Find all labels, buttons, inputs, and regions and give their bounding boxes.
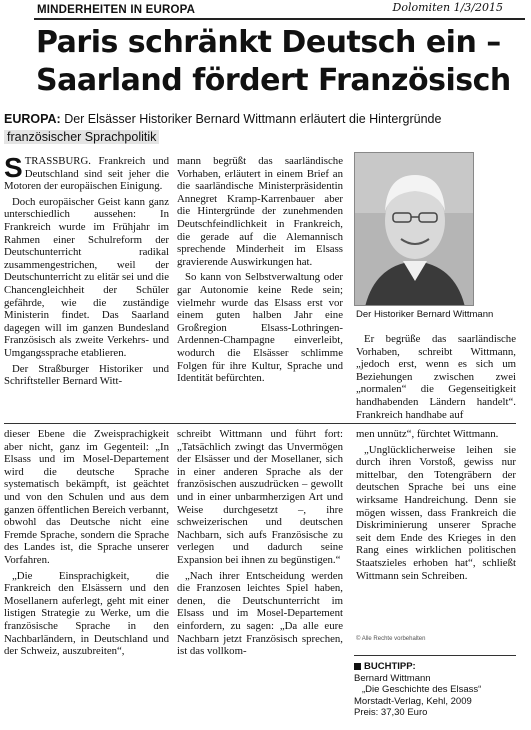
subhead-lead: EUROPA: xyxy=(4,112,61,126)
headline-line-1: Paris schränkt Deutsch ein – xyxy=(36,25,501,60)
paragraph: „Nach ihrer Entscheidung werden die Franzosen leichtes Spiel haben, denen, die Deutschunterricht im Elsass und im Mosel-Departement einfordern, zu sagen: „Da alle eure Nachbarn jetzt Französisch sprechen, ist das vollkom- xyxy=(177,569,343,658)
column-2-bottom xyxy=(177,428,343,728)
column-2-top xyxy=(177,155,343,415)
headline-line-2: Saarland fördert Französisch xyxy=(36,63,511,98)
buchtipp-divider xyxy=(354,655,516,656)
paragraph: mann begrüßt das saarländische Vorhaben, erläutert in einem Brief an die saarländische Ministerpräsidentin Annegret Kramp-Karrenbauer aber die Hintergründe der zunehmenden Deutschfeindlichkeit in Frankreich, die gerade auf die Alemannisch sprechende Minderheit im Elsass gravierende Auswirkungen hat. xyxy=(177,155,343,268)
photo-caption: Der Historiker Bernard Wittmann xyxy=(356,309,494,320)
portrait-image xyxy=(355,153,474,306)
headline xyxy=(36,24,531,100)
paragraph: Er begrüße das saarländische Vorhaben, schreibt Wittmann, „jedoch erst, wenn es sich um Beziehungen zwischen zwei „normalen“ die Gegenseitigkeit handhabenden Ländern handelt“. Frankreich handhabe auf xyxy=(356,333,516,421)
column-3-bottom xyxy=(356,428,516,633)
column-1-bottom xyxy=(4,428,169,728)
paragraph: „Die Einsprachigkeit, die Frankreich den Elsässern und den Mosellanern auferlegt, geht mit einer listigen Strategie zu Werke, um die französische Sprache in den Nachbarländern, in Deutschland und der Schweiz, auszubreiten“, xyxy=(4,569,169,658)
paragraph: dieser Ebene die Zweisprachigkeit aber nicht, ganz im Gegenteil: „In Elsass und im Mosel-Departement wird die deutsche Sprache systematisch bekämpft, ist geächtet und von den Schulen und aus dem ganzen öffentlichen Bereich verbannt, obwohl das Deutsche nicht eine Fremde Sprache, sondern die Sprache des Landes ist, die Sprache unserer Vorfahren. xyxy=(4,428,169,566)
column-1-top xyxy=(4,152,169,415)
author-photo xyxy=(354,152,474,306)
handwritten-source-note: Dolomiten 1/3/2015 xyxy=(392,1,503,14)
buchtipp-heading: BUCHTIPP: xyxy=(364,661,416,672)
copyright-note: © Alle Rechte vorbehalten xyxy=(356,636,426,642)
rubric: MINDERHEITEN IN EUROPA xyxy=(37,4,196,16)
square-bullet-icon xyxy=(354,663,361,670)
buchtipp-title: „Die Geschichte des Elsass“ xyxy=(362,684,482,695)
section-divider xyxy=(4,423,516,424)
column-3-top xyxy=(356,333,516,421)
dropcap: S xyxy=(4,152,23,183)
paragraph: Doch europäischer Geist kann ganz unterschiedlich aussehen: In Frankreich wurde im Frühjahr im Rahmen einer Schulreform der Deutschunterricht radikal zusammengestrichen, weil der Deutschunterricht zu elitär sei und die Chancengleichheit der Schüler gefährde, wie die zuständige Ministerin findet. Das Saarland dagegen will im ganzen Bundesland Französisch als zweite Verkehrs- und Umgangssprache etablieren. xyxy=(4,195,169,359)
buchtipp-publisher: Morstadt-Verlag, Kehl, 2009 xyxy=(354,695,472,707)
paragraph: TRASSBURG. Frankreich und Deutschland sind seit jeher die Motoren der europäischen Einigung. xyxy=(4,155,169,193)
paragraph: Der Straßburger Historiker und Schriftsteller Bernard Witt- xyxy=(4,362,169,388)
rubric-rule xyxy=(34,18,525,20)
subhead-line-2: französischer Sprachpolitik xyxy=(4,130,159,144)
subheading xyxy=(4,110,474,146)
paragraph: men unnütz“, fürchtet Wittmann. xyxy=(356,428,499,440)
buchtipp-author: Bernard Wittmann xyxy=(354,672,431,684)
paragraph: schreibt Wittmann und führt fort: „Tatsächlich zwingt das Unvermögen der Elsässer und der Mosellaner, sich in einer anderen Sprache als der französischen auszudrücken – gewollt und in einer unbarmherzigen Art und Weise durchgesetzt –, ihre schweizerischen und deutschen Nachbarn, sich aufs Französische zu verlegen und dadurch seine Expansion bei ihnen zu begünstigen.“ xyxy=(177,428,343,566)
buchtipp-price: Preis: 37,30 Euro xyxy=(354,707,428,718)
subhead-text: Der Elsässer Historiker Bernard Wittmann erläutert die Hintergründe xyxy=(60,112,442,126)
paragraph: „Unglücklicherweise leihen sie durch ihren Vorstoß, gewiss nur mittelbar, den Totengräbern der deutschen Sprache bei uns eine wirksame Handreichung. Denn sie mögen wissen, dass Frankreich die Diskriminierung unserer Sprache seit dem Ende des Krieges in den Rang eines wirklichen politischen Staatszieles erhoben hat“, schließt Wittmann sein Schreiben. xyxy=(356,443,516,582)
buchtipp-box xyxy=(354,661,514,719)
paragraph: So kann von Selbstverwaltung oder gar Autonomie keine Rede sein; vielmehr wurde das Elsass erst vor einem guten halben Jahr eine Großregion Elsass-Lothringen-Ardennen-Champagne einverleibt, wodurch die Elsässer schlimme Folgen für ihre Kultur, Sprache und Identität befürchten. xyxy=(177,271,343,385)
